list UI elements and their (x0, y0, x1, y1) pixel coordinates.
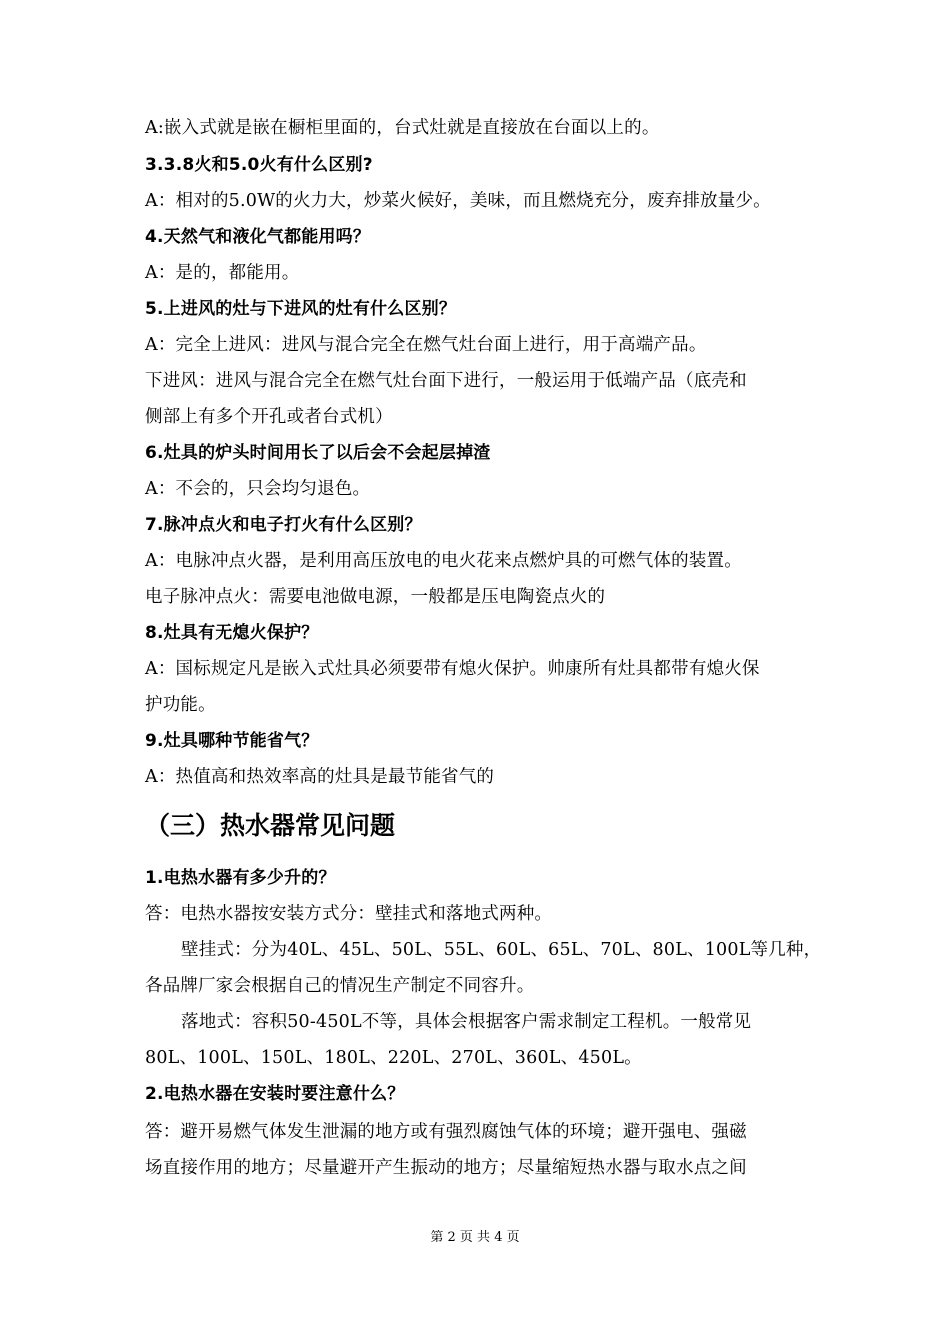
question-heading: 5.上进风的灶与下进风的灶有什么区别？ (145, 299, 457, 319)
question-heading: 6.灶具的炉头时间用长了以后会不会起层掉渣 (145, 443, 491, 463)
question-heading: 2.电热水器在安装时要注意什么？ (145, 1084, 405, 1104)
question-heading: 8.灶具有无熄火保护？ (145, 623, 319, 643)
question-heading: 1.电热水器有多少升的？ (145, 868, 336, 888)
answer-line: A：国标规定凡是嵌入式灶具必须要带有熄火保护。帅康所有灶具都带有熄火保 (145, 659, 760, 679)
answer-line: A：电脉冲点火器，是利用高压放电的电火花来点燃炉具的可燃气体的装置。 (145, 551, 742, 571)
question-heading: 4.天然气和液化气都能用吗？ (145, 227, 371, 247)
page-footer: 第 2 页 共 4 页 (430, 1230, 520, 1245)
section-heading: （三）热水器常见问题 (145, 811, 396, 840)
answer-line: 答：避开易燃气体发生泄漏的地方或有强烈腐蚀气体的环境；避开强电、强磁 (145, 1122, 747, 1142)
answer-line: A：不会的，只会均匀退色。 (145, 479, 371, 499)
question-heading: 9.灶具哪种节能省气？ (145, 731, 319, 751)
answer-line: 下进风：进风与混合完全在燃气灶台面下进行，一般运用于低端产品（底壳和 (145, 371, 747, 391)
answer-line: 壁挂式：分为40L、45L、50L、55L、60L、65L、70L、80L、100L等几种， (181, 940, 822, 960)
answer-line: 护功能。 (145, 695, 216, 715)
answer-line: A:嵌入式就是嵌在橱柜里面的，台式灶就是直接放在台面以上的。 (145, 118, 660, 138)
answer-line: 各品牌厂家会根据自己的情况生产制定不同容升。 (145, 976, 535, 996)
answer-line: 答：电热水器按安装方式分：壁挂式和落地式两种。 (145, 904, 553, 924)
answer-line: A：相对的5.0W的火力大，炒菜火候好，美味，而且燃烧充分，废弃排放量少。 (145, 191, 771, 211)
question-heading: 7.脉冲点火和电子打火有什么区别？ (145, 515, 422, 535)
answer-line: 电子脉冲点火：需要电池做电源，一般都是压电陶瓷点火的 (145, 587, 606, 607)
answer-line: A：完全上进风：进风与混合完全在燃气灶台面上进行，用于高端产品。 (145, 335, 707, 355)
answer-line: 侧部上有多个开孔或者台式机） (145, 407, 393, 427)
answer-line: A：是的，都能用。 (145, 263, 300, 283)
question-heading: 3.3.8火和5.0火有什么区别? (145, 155, 373, 175)
answer-line: A：热值高和热效率高的灶具是最节能省气的 (145, 767, 495, 787)
answer-line: 场直接作用的地方；尽量避开产生振动的地方；尽量缩短热水器与取水点之间 (145, 1158, 747, 1178)
answer-line: 80L、100L、150L、180L、220L、270L、360L、450L。 (145, 1048, 642, 1068)
answer-line: 落地式：容积50-450L不等，具体会根据客户需求制定工程机。一般常见 (181, 1012, 752, 1032)
